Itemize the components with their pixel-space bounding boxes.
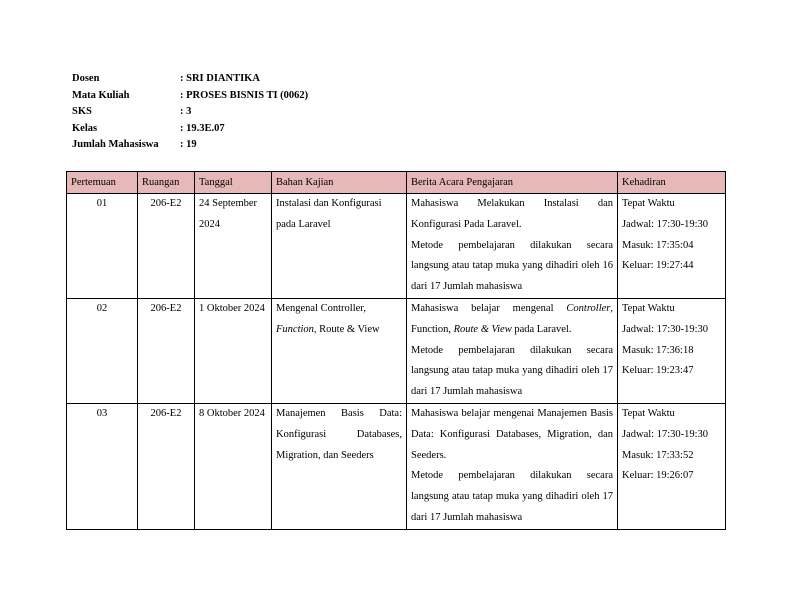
info-row-sks xyxy=(72,104,308,121)
table-row xyxy=(67,194,726,299)
cell-pertemuan: 01 xyxy=(67,194,138,299)
header-tanggal: Tanggal xyxy=(195,172,272,194)
header-bahan-kajian: Bahan Kajian xyxy=(272,172,407,194)
cell-tanggal: 8 Oktober 2024 xyxy=(195,403,272,529)
attendance-out: Keluar: 19:26:07 xyxy=(622,470,694,482)
info-row-jumlah-mahasiswa xyxy=(72,137,308,154)
info-label: Jumlah Mahasiswa xyxy=(72,139,159,150)
berita-text xyxy=(411,299,613,341)
cell-bahan-kajian: Instalasi dan Konfigurasi pada Laravel xyxy=(272,194,407,299)
attendance-out: Keluar: 19:23:47 xyxy=(622,365,694,377)
berita-italic-part: Route & View xyxy=(453,323,512,335)
info-row-kelas xyxy=(72,121,308,138)
cell-berita-acara xyxy=(407,194,618,299)
info-row-mata-kuliah xyxy=(72,88,308,105)
berita-method-text: Metode pembelajaran dilakukan secara langsung atau tatap muka yang dihadiri oleh 17 dari 17 Jumlah mahasiswa xyxy=(411,470,613,523)
info-label: SKS xyxy=(72,106,92,117)
cell-tanggal: 24 September 2024 xyxy=(195,194,272,299)
berita-text: Mahasiswa belajar mengenai Manajemen Basis Data: Konfigurasi Databases, Migration, dan Seeders. xyxy=(411,407,613,461)
cell-kehadiran xyxy=(618,298,726,403)
berita-part: Mahasiswa belajar mengenal xyxy=(411,302,567,314)
cell-ruangan: 206-E2 xyxy=(138,403,195,529)
cell-bahan-kajian: Manajemen Basis Data: Konfigurasi Databases, Migration, dan Seeders xyxy=(272,403,407,529)
cell-pertemuan: 02 xyxy=(67,298,138,403)
attendance-status: Tepat Waktu xyxy=(622,302,675,314)
bahan-text-end: , Route & View xyxy=(313,323,380,335)
cell-ruangan: 206-E2 xyxy=(138,298,195,403)
cell-kehadiran xyxy=(618,403,726,529)
attendance-in: Masuk: 17:35:04 xyxy=(622,239,694,251)
table-row xyxy=(67,298,726,403)
info-row-dosen xyxy=(72,71,308,88)
attendance-status: Tepat Waktu xyxy=(622,198,675,209)
attendance-out: Keluar: 19:27:44 xyxy=(622,260,694,272)
table-header-row xyxy=(67,172,726,194)
cell-pertemuan: 03 xyxy=(67,403,138,529)
berita-italic-part: Controller xyxy=(566,302,611,314)
info-label: Dosen xyxy=(72,73,100,84)
table-row xyxy=(67,403,726,529)
info-value: : 19 xyxy=(180,139,197,150)
berita-part: pada Laravel. xyxy=(511,323,572,335)
cell-bahan-kajian xyxy=(272,298,407,403)
attendance-schedule: Jadwal: 17:30-19:30 xyxy=(622,218,709,230)
attendance-schedule: Jadwal: 17:30-19:30 xyxy=(622,323,709,335)
cell-tanggal: 1 Oktober 2024 xyxy=(195,298,272,403)
berita-part: , Function, xyxy=(411,302,613,335)
bahan-italic-text: Function xyxy=(276,323,314,335)
attendance-status: Tepat Waktu xyxy=(622,407,675,419)
cell-berita-acara xyxy=(407,403,618,529)
info-label: Mata Kuliah xyxy=(72,89,130,101)
attendance-in: Masuk: 17:33:52 xyxy=(622,449,694,461)
header-berita-acara: Berita Acara Pengajaran xyxy=(407,172,618,194)
attendance-schedule: Jadwal: 17:30-19:30 xyxy=(622,428,709,440)
cell-berita-acara xyxy=(407,298,618,403)
teaching-report-table xyxy=(66,171,726,530)
attendance-in: Masuk: 17:36:18 xyxy=(622,344,694,356)
header-pertemuan: Pertemuan xyxy=(67,172,138,194)
cell-kehadiran xyxy=(618,194,726,299)
header-kehadiran: Kehadiran xyxy=(618,172,726,194)
header-ruangan: Ruangan xyxy=(138,172,195,194)
info-value: : 19.3E.07 xyxy=(180,122,225,134)
info-value: : SRI DIANTIKA xyxy=(180,73,260,84)
berita-method-text: Metode pembelajaran dilakukan secara langsung atau tatap muka yang dihadiri oleh 16 dari 17 Jumlah mahasiswa xyxy=(411,239,613,293)
course-info xyxy=(72,71,308,154)
berita-method-text: Metode pembelajaran dilakukan secara langsung atau tatap muka yang dihadiri oleh 17 dari 17 Jumlah mahasiswa xyxy=(411,344,613,398)
info-value: : PROSES BISNIS TI (0062) xyxy=(180,89,309,101)
bahan-text: Mengenal Controller, xyxy=(276,302,366,314)
info-label: Kelas xyxy=(72,122,98,134)
cell-ruangan: 206-E2 xyxy=(138,194,195,299)
berita-text: Mahasiswa Melakukan Instalasi dan Konfigurasi Pada Laravel. xyxy=(411,198,613,230)
info-value: : 3 xyxy=(180,106,192,117)
